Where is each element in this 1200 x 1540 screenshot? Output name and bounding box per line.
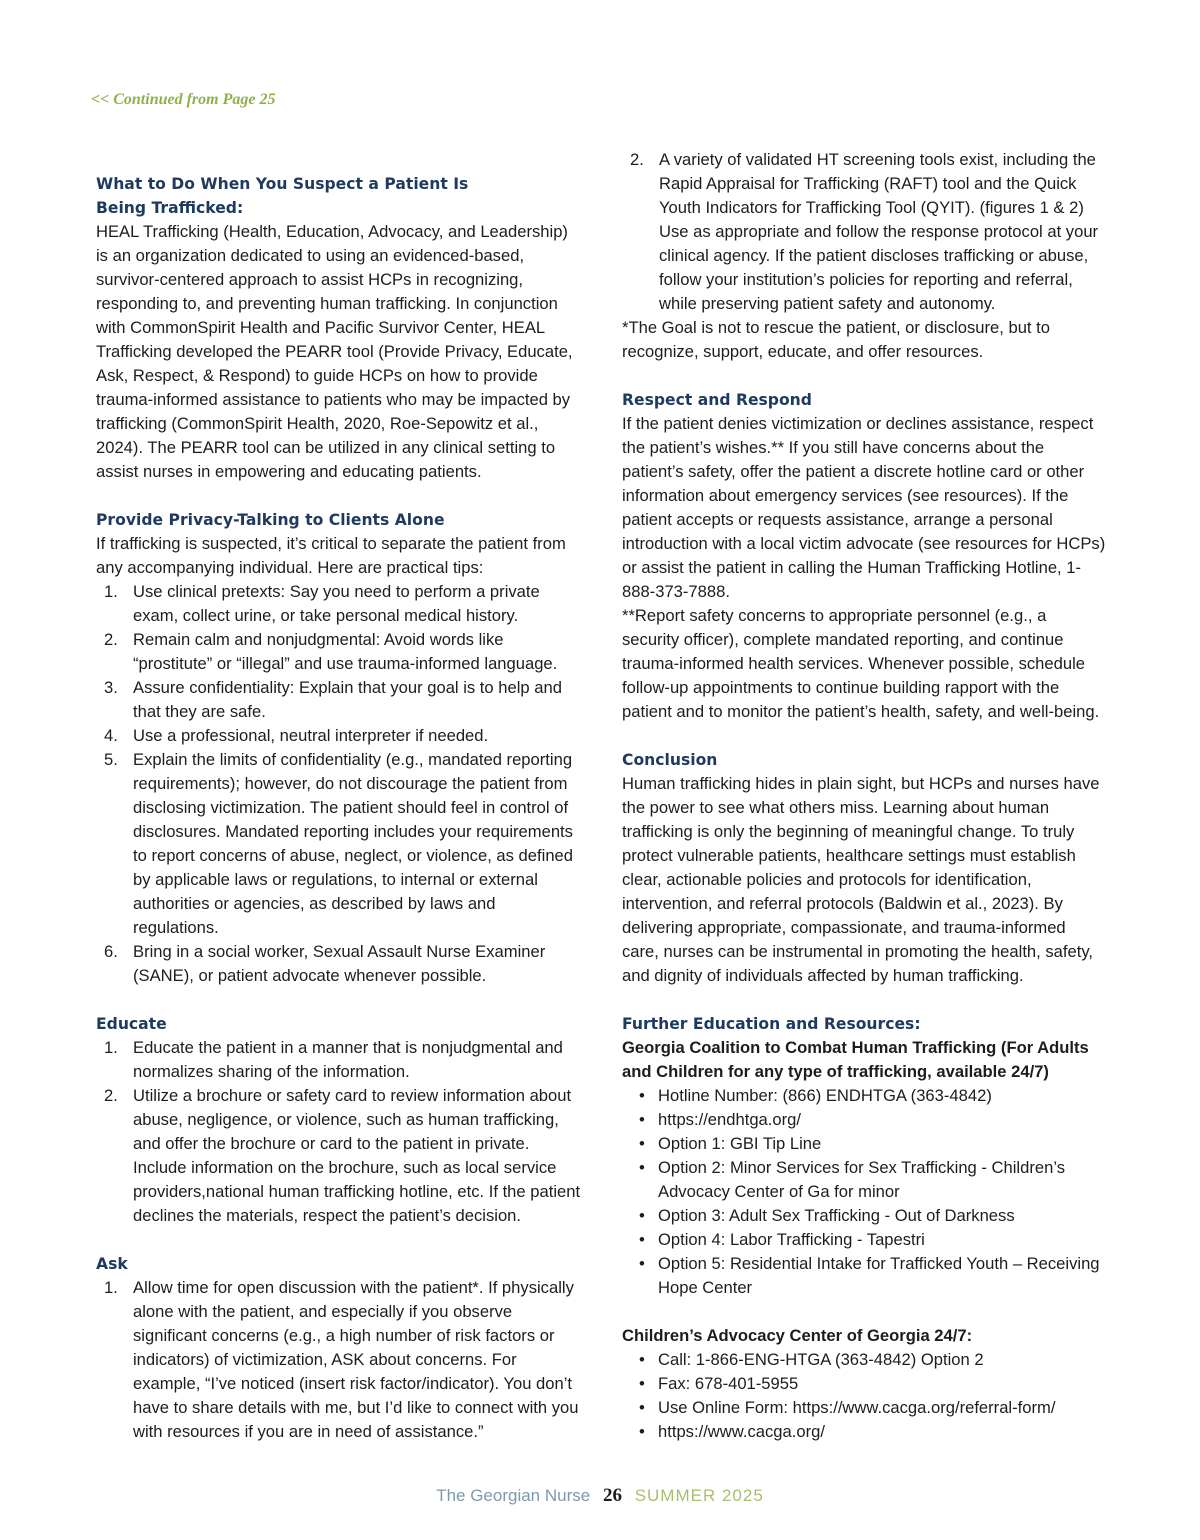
list-item-text: Educate the patient in a manner that is nonjudgmental and normalizes sharing of the information. [133,1038,563,1081]
bullet-icon: • [639,1134,645,1153]
list-item-text: A variety of validated HT screening tools exist, including the Rapid Appraisal for Trafficking (RAFT) tool and the Quick Youth Indicators for Trafficking Tool (QYIT). (figures 1 & 2) Use as appropriate and follow the response protocol at your clinical agency. If the patient discloses trafficking or abuse, follow your institution’s policies for reporting and referral, while preserving patient safety and autonomy. [659,150,1099,313]
intro-paragraph: HEAL Trafficking (Health, Education, Advocacy, and Leadership) is an organization dedicated to using an evidenced-based, survivor-centered approach to assist HCPs in recognizing, responding to, and preventing human trafficking. In conjunction with CommonSpirit Health and Pacific Survivor Center, HEAL Trafficking developed the PEARR tool (Provide Privacy, Educate, Ask, Respect, & Respond) to guide HCPs on how to provide trauma-informed assistance to patients who may be impacted by trafficking (CommonSpirit Health, 2020, Roe-Sepowitz et al., 2024). The PEARR tool can be utilized in any clinical setting to assist nurses in empowering and educating patients. [96,222,573,481]
list-item-text: Explain the limits of confidentiality (e.g., mandated reporting requirements); however, do not discourage the patient from disclosing victimization. The patient should feel in control of disclosures. Mandated reporting includes your requirements to report concerns of abuse, neglect, or violence, as defined by applicable laws or regulations, to internal or external authorities or agencies, as described by laws and regulations. [133,750,574,937]
publication-name: The Georgian Nurse [436,1486,591,1505]
page-footer [0,1485,1200,1507]
list-number: 2. [104,1086,118,1105]
bullet-icon: • [639,1230,645,1249]
list-item [622,1084,1106,1108]
list-item-text: Assure confidentiality: Explain that your goal is to help and that they are safe. [133,678,562,721]
list-number: 1. [104,1278,118,1297]
ask-list-continued [622,148,1106,316]
list-item [622,1108,1106,1132]
list-item-text: Allow time for open discussion with the patient*. If physically alone with the patient, and especially if you observe significant concerns (e.g., a high number of risk factors or indicators) of victimization, ASK about concerns. For example, “I’ve noticed (insert risk factor/indicator). You don’t have to share details with me, but I’d like to connect with you with resources if you are in need of assistance.” [133,1278,579,1441]
page-number: 26 [602,1485,622,1506]
list-item-text: Call: 1-866-ENG-HTGA (363-4842) Option 2 [658,1350,984,1369]
list-item-text: Utilize a brochure or safety card to review information about abuse, negligence, or violence, such as human trafficking, and offer the brochure or card to the patient in private. Include information on the brochure, such as local service providers,national human trafficking hotline, etc. If the patient declines the materials, respect the patient’s decision. [133,1086,581,1225]
bullet-icon: • [639,1374,645,1393]
goal-note: *The Goal is not to rescue the patient, or disclosure, but to recognize, support, educate, and offer resources. [622,318,1050,361]
list-item-text: Use a professional, neutral interpreter if needed. [133,726,489,745]
list-number: 1. [104,582,118,601]
section-heading-privacy: Provide Privacy-Talking to Clients Alone [96,511,445,529]
list-number: 5. [104,750,118,769]
list-number: 4. [104,726,118,745]
section-heading-ask: Ask [96,1255,128,1273]
right-column [622,148,1106,1444]
cac-resource-list [622,1348,1106,1444]
continued-from-note: << Continued from Page 25 [91,91,276,108]
list-item-text: Use Online Form: https://www.cacga.org/referral-form/ [658,1398,1056,1417]
georgia-coalition-heading: Georgia Coalition to Combat Human Trafficking (For Adults and Children for any type of trafficking, available 24/7) [622,1038,1089,1081]
list-item [622,1204,1106,1228]
list-item-text: https://endhtga.org/ [658,1110,801,1129]
list-item [622,1132,1106,1156]
list-item-text: Use clinical pretexts: Say you need to perform a private exam, collect urine, or take personal medical history. [133,582,540,625]
section-heading-suspect-line2: Being Trafficked: [96,199,244,217]
list-item [622,1396,1106,1420]
conclusion-paragraph: Human trafficking hides in plain sight, but HCPs and nurses have the power to see what others miss. Learning about human trafficking is only the beginning of meaningful change. To truly protect vulnerable patients, healthcare settings must establish clear, actionable policies and protocols for identification, intervention, and referral protocols (Baldwin et al., 2023). By delivering appropriate, compassionate, and trauma-informed care, nurses can be instrumental in promoting the health, safety, and dignity of individuals affected by human trafficking. [622,774,1100,985]
bullet-icon: • [639,1206,645,1225]
list-item [96,676,584,724]
list-item-text: Hotline Number: (866) ENDHTGA (363-4842) [658,1086,992,1105]
bullet-icon: • [639,1110,645,1129]
list-item-text: Remain calm and nonjudgmental: Avoid words like “prostitute” or “illegal” and use trauma-informed language. [133,630,558,673]
list-number: 1. [104,1038,118,1057]
list-item [622,1372,1106,1396]
list-item [96,724,584,748]
list-item [622,148,1106,316]
bullet-icon: • [639,1158,645,1177]
list-item [96,940,584,988]
list-number: 6. [104,942,118,961]
list-item-text: Option 2: Minor Services for Sex Trafficking - Children’s Advocacy Center of Ga for minor [658,1158,1066,1201]
list-item [96,748,584,940]
list-item [96,1084,584,1228]
bullet-icon: • [639,1254,645,1273]
issue-season: SUMMER 2025 [634,1486,764,1505]
privacy-list [96,580,584,988]
georgia-resource-list [622,1084,1106,1300]
bullet-icon: • [639,1350,645,1369]
educate-list [96,1036,584,1228]
report-paragraph: **Report safety concerns to appropriate personnel (e.g., a security officer), complete mandated reporting, and continue trauma-informed health services. Whenever possible, schedule follow-up appointments to continue building rapport with the patient and to monitor the patient’s health, safety, and well-being. [622,606,1100,721]
ask-list [96,1276,584,1444]
section-heading-resources: Further Education and Resources: [622,1015,921,1033]
list-item-text: https://www.cacga.org/ [658,1422,825,1441]
list-item-text: Bring in a social worker, Sexual Assault Nurse Examiner (SANE), or patient advocate whenever possible. [133,942,546,985]
bullet-icon: • [639,1086,645,1105]
list-item [96,628,584,676]
section-heading-conclusion: Conclusion [622,751,718,769]
list-item-text: Option 1: GBI Tip Line [658,1134,822,1153]
list-number: 3. [104,678,118,697]
list-item [96,1276,584,1444]
list-item [622,1228,1106,1252]
list-item [96,580,584,628]
list-item [96,1036,584,1084]
section-heading-educate: Educate [96,1015,167,1033]
section-heading-respect: Respect and Respond [622,391,812,409]
list-item-text: Option 3: Adult Sex Trafficking - Out of Darkness [658,1206,1015,1225]
list-item [622,1420,1106,1444]
list-item-text: Option 4: Labor Trafficking - Tapestri [658,1230,925,1249]
bullet-icon: • [639,1398,645,1417]
list-item [622,1156,1106,1204]
list-number: 2. [104,630,118,649]
list-item [622,1252,1106,1300]
list-number: 2. [630,150,644,169]
cac-heading: Children’s Advocacy Center of Georgia 24/7: [622,1326,973,1345]
list-item-text: Fax: 678-401-5955 [658,1374,799,1393]
section-heading-suspect-line1: What to Do When You Suspect a Patient Is [96,175,469,193]
list-item [622,1348,1106,1372]
list-item-text: Option 5: Residential Intake for Trafficked Youth – Receiving Hope Center [658,1254,1100,1297]
privacy-intro: If trafficking is suspected, it’s critical to separate the patient from any accompanying individual. Here are practical tips: [96,534,566,577]
bullet-icon: • [639,1422,645,1441]
respect-paragraph: If the patient denies victimization or declines assistance, respect the patient’s wishes.** If you still have concerns about the patient’s safety, offer the patient a discrete hotline card or other information about emergency services (see resources). If the patient accepts or requests assistance, arrange a personal introduction with a local victim advocate (see resources for HCPs) or assist the patient in calling the Human Trafficking Hotline, 1-888-373-7888. [622,414,1106,601]
left-column [96,172,584,1444]
